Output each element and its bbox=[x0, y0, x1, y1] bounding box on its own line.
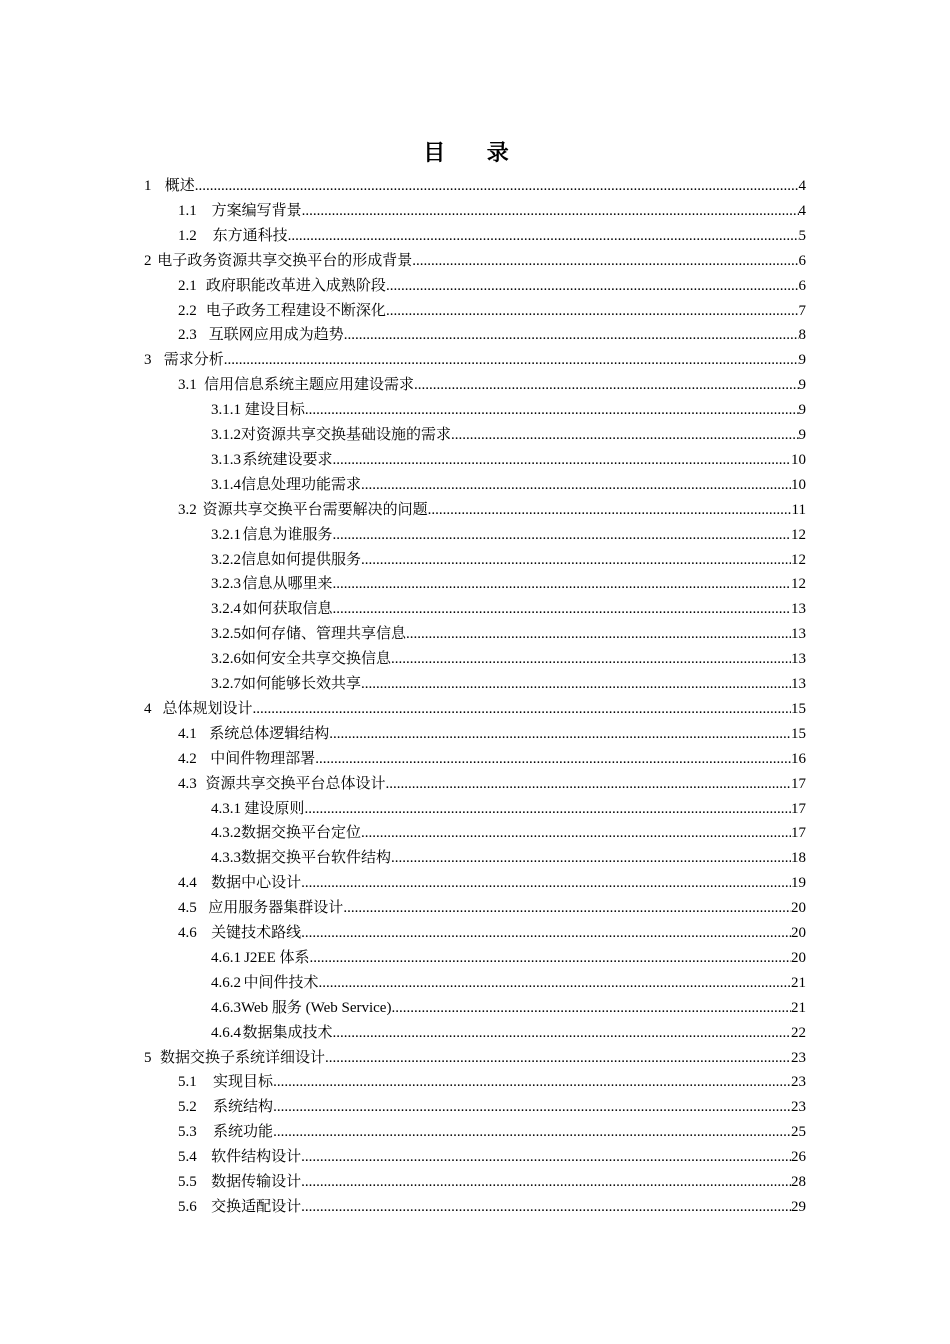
toc-entry-number: 3.2.4 bbox=[211, 601, 241, 618]
toc-entry-page: 20 bbox=[791, 925, 806, 941]
toc-dot-leader bbox=[301, 871, 791, 896]
toc-entry-page: 17 bbox=[791, 775, 806, 792]
toc-dot-leader bbox=[305, 398, 799, 423]
toc-entry-page: 13 bbox=[791, 626, 806, 643]
toc-entry-page: 13 bbox=[791, 601, 806, 618]
toc-entry-label: 信用信息系统主题应用建设需求 bbox=[204, 377, 415, 394]
toc-dot-leader bbox=[273, 1120, 791, 1145]
toc-entry-label: 数据中心设计 bbox=[211, 875, 302, 892]
toc-entry-label: 信息从哪里来 bbox=[242, 576, 333, 593]
toc-entry-page: 5 bbox=[798, 227, 806, 244]
toc-entry-label: 实现目标 bbox=[213, 1074, 274, 1091]
toc-entry-label: 如何获取信息 bbox=[242, 601, 333, 618]
toc-entry-page: 13 bbox=[791, 651, 806, 668]
toc-entry-label: 系统总体逻辑结构 bbox=[209, 725, 330, 742]
toc-entry-label: 系统结构 bbox=[213, 1099, 274, 1116]
toc-entry[interactable] bbox=[211, 946, 806, 971]
toc-entry-number: 5.3 bbox=[178, 1124, 197, 1141]
toc-entry-label: 对资源共享交换基础设施的需求 bbox=[241, 427, 452, 443]
toc-entry[interactable] bbox=[144, 174, 806, 199]
toc-entry-number: 4.6.2 bbox=[211, 974, 241, 991]
toc-entry[interactable] bbox=[211, 622, 806, 647]
toc-entry[interactable] bbox=[178, 274, 806, 299]
toc-entry-number: 3.2.2 bbox=[211, 551, 241, 568]
toc-dot-leader bbox=[333, 1021, 791, 1046]
toc-entry-page: 18 bbox=[791, 850, 806, 867]
toc-entry-number: 4.2 bbox=[178, 750, 197, 767]
toc-dot-leader bbox=[391, 647, 791, 672]
toc-entry-label: 总体规划设计 bbox=[162, 700, 253, 717]
toc-entry-label: 建设原则 bbox=[244, 800, 305, 817]
toc-entry[interactable] bbox=[211, 597, 806, 622]
toc-dot-leader bbox=[406, 622, 791, 647]
toc-entry-number: 3 bbox=[144, 352, 152, 369]
toc-entry-label: Web 服务 (Web Service) bbox=[241, 999, 392, 1016]
toc-dot-leader bbox=[451, 423, 798, 448]
toc-entry-page: 23 bbox=[791, 1049, 806, 1066]
toc-entry-label: 方案编写背景 bbox=[211, 202, 302, 219]
toc-entry-page: 9 bbox=[798, 352, 806, 369]
toc-dot-leader bbox=[412, 249, 798, 274]
toc-entry-label: 如何能够长效共享 bbox=[241, 676, 362, 692]
toc-entry[interactable] bbox=[178, 1070, 806, 1095]
toc-entry-number: 3.1.3 bbox=[211, 451, 241, 468]
toc-entry-page: 6 bbox=[798, 277, 806, 294]
toc-entry-number: 4.1 bbox=[178, 725, 197, 742]
toc-entry-page: 26 bbox=[791, 1149, 806, 1166]
toc-entry-page: 6 bbox=[798, 252, 806, 269]
toc-entry[interactable] bbox=[211, 797, 806, 822]
toc-dot-leader bbox=[288, 224, 799, 249]
toc-entry-number: 3.1.2 bbox=[211, 427, 241, 443]
page-title: 目 录 bbox=[423, 140, 527, 165]
toc-dot-leader bbox=[361, 672, 791, 697]
toc-entry-page: 21 bbox=[791, 999, 806, 1016]
toc-entry[interactable] bbox=[144, 697, 806, 722]
toc-entry-number: 4.3 bbox=[178, 775, 197, 792]
toc-entry[interactable] bbox=[178, 921, 806, 946]
toc-entry-label: 概述 bbox=[164, 178, 195, 194]
toc-entry[interactable] bbox=[211, 448, 806, 473]
toc-dot-leader bbox=[391, 846, 791, 871]
toc-dot-leader bbox=[414, 373, 798, 398]
toc-entry-number: 4.6.3 bbox=[211, 999, 241, 1016]
toc-entry-label: 信息处理功能需求 bbox=[241, 476, 362, 493]
toc-entry-page: 19 bbox=[791, 875, 806, 892]
toc-entry[interactable] bbox=[211, 647, 806, 672]
toc-dot-leader bbox=[333, 597, 791, 622]
toc-dot-leader bbox=[391, 996, 791, 1021]
toc-entry-page: 20 bbox=[791, 900, 806, 917]
toc-entry[interactable] bbox=[178, 498, 806, 523]
toc-entry-label: 互联网应用成为趋势 bbox=[208, 327, 344, 344]
toc-dot-leader bbox=[301, 1170, 791, 1195]
toc-entry-label: 数据交换平台软件结构 bbox=[241, 850, 392, 867]
toc-entry-page: 25 bbox=[791, 1124, 806, 1141]
toc-entry-label: 系统功能 bbox=[213, 1124, 274, 1141]
toc-entry[interactable] bbox=[211, 1021, 806, 1046]
toc-entry-page: 21 bbox=[791, 974, 806, 991]
toc-entry[interactable] bbox=[211, 423, 806, 448]
toc-entry-label: 建设目标 bbox=[244, 402, 305, 419]
toc-entry-label: 交换适配设计 bbox=[211, 1198, 302, 1215]
toc-dot-leader bbox=[361, 473, 791, 498]
toc-entry[interactable] bbox=[144, 249, 806, 274]
toc-entry-page: 15 bbox=[791, 725, 806, 742]
toc-entry[interactable] bbox=[178, 224, 806, 249]
toc-entry[interactable] bbox=[211, 523, 806, 548]
toc-entry-page: 23 bbox=[791, 1074, 806, 1091]
toc-entry-number: 3.2.7 bbox=[211, 676, 241, 692]
toc-dot-leader bbox=[385, 772, 791, 797]
toc-entry-page: 4 bbox=[798, 178, 806, 194]
toc-entry-page: 20 bbox=[791, 949, 806, 966]
toc-dot-leader bbox=[301, 921, 791, 946]
toc-entry[interactable] bbox=[178, 1120, 806, 1145]
toc-entry[interactable] bbox=[178, 299, 806, 324]
toc-entry-number: 4.6.4 bbox=[211, 1024, 241, 1041]
toc-entry[interactable] bbox=[178, 772, 806, 797]
toc-entry-number: 1.2 bbox=[178, 227, 197, 244]
toc-entry-number: 5.4 bbox=[178, 1149, 197, 1166]
toc-entry-page: 22 bbox=[791, 1024, 806, 1041]
toc-entry[interactable] bbox=[211, 398, 806, 423]
toc-entry-page: 23 bbox=[791, 1099, 806, 1116]
toc-dot-leader bbox=[325, 1046, 791, 1071]
toc-entry-number: 3.1.1 bbox=[211, 402, 241, 419]
toc-entry-page: 10 bbox=[791, 476, 806, 493]
toc-dot-leader bbox=[301, 1195, 791, 1220]
toc-entry-page: 17 bbox=[791, 800, 806, 817]
toc-entry[interactable] bbox=[178, 1195, 806, 1220]
toc-entry-label: 电子政务工程建设不断深化 bbox=[205, 302, 386, 319]
toc-entry-number: 3.2.6 bbox=[211, 651, 241, 668]
toc-entry[interactable] bbox=[178, 373, 806, 398]
toc-entry-page: 9 bbox=[798, 402, 806, 419]
toc-entry-number: 5.5 bbox=[178, 1174, 197, 1190]
toc-entry-label: 数据交换子系统详细设计 bbox=[160, 1049, 326, 1066]
toc-entry-page: 11 bbox=[791, 501, 806, 518]
toc-entry-number: 4.3.3 bbox=[211, 850, 241, 867]
toc-entry-label: 如何安全共享交换信息 bbox=[241, 651, 392, 668]
toc-entry-label: 中间件技术 bbox=[243, 974, 319, 991]
toc-entry[interactable] bbox=[211, 821, 806, 846]
toc-dot-leader bbox=[318, 971, 791, 996]
toc-entry[interactable] bbox=[144, 348, 806, 373]
toc-entry-label: 中间件物理部署 bbox=[210, 750, 316, 767]
toc-entry[interactable] bbox=[178, 199, 806, 224]
toc-entry-number: 3.1.4 bbox=[211, 476, 241, 493]
toc-entry-number: 1.1 bbox=[178, 202, 197, 219]
toc-dot-leader bbox=[344, 323, 799, 348]
toc-entry-label: 应用服务器集群设计 bbox=[208, 900, 344, 917]
toc-entry-page: 28 bbox=[791, 1174, 806, 1190]
toc-entry-number: 2.2 bbox=[178, 302, 197, 319]
toc-entry-number: 4 bbox=[144, 700, 152, 717]
toc-entry-number: 3.2.1 bbox=[211, 526, 241, 543]
toc-entry-number: 3.1 bbox=[178, 377, 197, 394]
toc-dot-leader bbox=[315, 747, 791, 772]
toc-entry-label: 如何存储、管理共享信息 bbox=[241, 626, 407, 643]
toc-entry-page: 29 bbox=[791, 1198, 806, 1215]
toc-entry-number: 5.2 bbox=[178, 1099, 197, 1116]
toc-entry-page: 12 bbox=[791, 576, 806, 593]
toc-entry[interactable] bbox=[211, 473, 806, 498]
toc-entry-number: 3.2 bbox=[178, 501, 197, 518]
toc-entry-page: 7 bbox=[798, 302, 806, 319]
toc-dot-leader bbox=[253, 697, 791, 722]
toc-entry-page: 8 bbox=[798, 327, 806, 344]
toc-entry-label: 东方通科技 bbox=[212, 227, 288, 244]
toc-entry-label: 资源共享交换平台需要解决的问题 bbox=[202, 501, 428, 518]
toc-entry[interactable] bbox=[211, 846, 806, 871]
toc-dot-leader bbox=[343, 896, 791, 921]
toc-entry-label: 信息如何提供服务 bbox=[241, 551, 362, 568]
toc-entry-label: 软件结构设计 bbox=[211, 1149, 302, 1166]
toc-entry-number: 2.3 bbox=[178, 327, 197, 344]
toc-entry[interactable] bbox=[211, 996, 806, 1021]
toc-entry[interactable] bbox=[178, 722, 806, 747]
toc-dot-leader bbox=[301, 1145, 791, 1170]
toc-entry-page: 9 bbox=[798, 427, 806, 443]
toc-entry[interactable] bbox=[178, 747, 806, 772]
toc-entry-number: 4.4 bbox=[178, 875, 197, 892]
toc-dot-leader bbox=[329, 722, 791, 747]
toc-entry[interactable] bbox=[211, 672, 806, 697]
toc-dot-leader bbox=[195, 174, 799, 199]
toc-entry-label: 电子政务资源共享交换平台的形成背景 bbox=[157, 252, 413, 269]
toc-entry-number: 4.6.1 bbox=[211, 949, 241, 966]
toc-entry-label: 数据传输设计 bbox=[211, 1174, 302, 1190]
toc-dot-leader bbox=[361, 548, 791, 573]
toc-entry-label: 需求分析 bbox=[163, 352, 224, 369]
toc-entry-number: 2 bbox=[144, 252, 152, 269]
toc-dot-leader bbox=[273, 1070, 791, 1095]
toc-entry-number: 5 bbox=[144, 1049, 152, 1066]
toc-dot-leader bbox=[333, 523, 791, 548]
toc-dot-leader bbox=[302, 199, 799, 224]
toc-entry[interactable] bbox=[211, 548, 806, 573]
toc-entry-page: 15 bbox=[791, 700, 806, 717]
toc-dot-leader bbox=[333, 448, 791, 473]
toc-entry[interactable] bbox=[178, 871, 806, 896]
toc-entry-number: 5.1 bbox=[178, 1074, 197, 1091]
toc-entry-number: 3.2.5 bbox=[211, 626, 241, 643]
toc-dot-leader bbox=[224, 348, 799, 373]
toc-entry[interactable] bbox=[178, 1145, 806, 1170]
toc-entry-page: 12 bbox=[791, 551, 806, 568]
toc-entry[interactable] bbox=[211, 572, 806, 597]
toc-dot-leader bbox=[386, 274, 799, 299]
toc-entry-number: 4.3.2 bbox=[211, 825, 241, 842]
toc-entry-page: 10 bbox=[791, 451, 806, 468]
toc-entry-label: 政府职能改革进入成熟阶段 bbox=[205, 277, 386, 294]
toc-entry-label: J2EE 体系 bbox=[244, 949, 310, 966]
toc-entry-label: 资源共享交换平台总体设计 bbox=[205, 775, 386, 792]
toc-dot-leader bbox=[304, 797, 791, 822]
toc-entry-page: 16 bbox=[791, 750, 806, 767]
toc-entry-number: 5.6 bbox=[178, 1198, 197, 1215]
toc-entry-page: 4 bbox=[798, 202, 806, 219]
toc-dot-leader bbox=[361, 821, 791, 846]
toc-entry-label: 关键技术路线 bbox=[211, 925, 302, 941]
toc-entry[interactable] bbox=[178, 1095, 806, 1120]
toc-entry-page: 12 bbox=[791, 526, 806, 543]
toc-entry[interactable] bbox=[211, 971, 806, 996]
toc-entry-label: 信息为谁服务 bbox=[242, 526, 333, 543]
toc-entry[interactable] bbox=[178, 323, 806, 348]
toc-entry-page: 17 bbox=[791, 825, 806, 842]
toc-dot-leader bbox=[428, 498, 792, 523]
toc-dot-leader bbox=[310, 946, 792, 971]
toc-entry-label: 数据交换平台定位 bbox=[241, 825, 362, 842]
toc-entry-number: 3.2.3 bbox=[211, 576, 241, 593]
toc-entry-page: 9 bbox=[798, 377, 806, 394]
toc-dot-leader bbox=[386, 299, 799, 324]
toc-entry[interactable] bbox=[178, 896, 806, 921]
toc-dot-leader bbox=[273, 1095, 791, 1120]
toc-entry-number: 1 bbox=[144, 178, 152, 194]
toc-entry-number: 4.3.1 bbox=[211, 800, 241, 817]
toc-entry-number: 4.5 bbox=[178, 900, 197, 917]
toc-entry-label: 数据集成技术 bbox=[242, 1024, 333, 1041]
toc-entry-page: 13 bbox=[791, 676, 806, 692]
toc-entry-label: 系统建设要求 bbox=[242, 451, 333, 468]
toc-entry[interactable] bbox=[178, 1170, 806, 1195]
toc-entry-number: 4.6 bbox=[178, 925, 197, 941]
toc-dot-leader bbox=[333, 572, 791, 597]
toc-entry[interactable] bbox=[144, 1046, 806, 1071]
toc-entry-number: 2.1 bbox=[178, 277, 197, 294]
